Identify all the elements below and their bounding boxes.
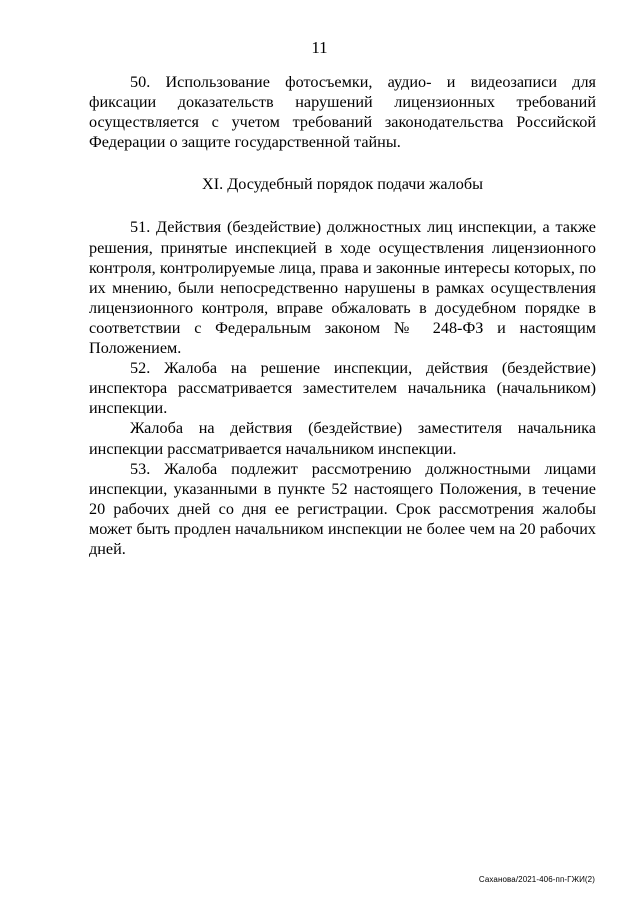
- section-heading: XI. Досудебный порядок подачи жалобы: [202, 175, 483, 194]
- paragraph-50: 50. Использование фотосъемки, аудио- и видеозаписи для фиксации доказательств нарушений лицензионных требований осуществляется с учетом требований законодательства Российской Федерации о защите государственной тайны.: [89, 73, 596, 152]
- page-number: 11: [311, 38, 328, 57]
- paragraph-53: 53. Жалоба подлежит рассмотрению должностными лицами инспекции, указанными в пункте 52 настоящего Положения, в течение 20 рабочих дней со дня ее регистрации. Срок рассмотрения жалобы может быть продлен начальником инспекции не более чем на 20 рабочих дней.: [89, 459, 596, 558]
- document-body: [89, 72, 596, 559]
- document-footer-code: Саханова/2021-406-пп-ГЖИ(2): [478, 875, 595, 884]
- paragraph-51: 51. Действия (бездействие) должностных лиц инспекции, а также решения, принятые инспекцией в ходе осуществления лицензионного контроля, контролируемые лица, права и законные интересы которых, по их мнению, были непосредственно нарушены в рамках осуществления лицензионного контроля, вправе обжаловать в досудебном порядке в соответствии с Федеральным законом № 248-ФЗ и настоящим Положением.: [89, 218, 596, 358]
- paragraph-52: 52. Жалоба на решение инспекции, действия (бездействие) инспектора рассматривается заместителем начальника (начальником) инспекции.: [89, 359, 596, 418]
- paragraph-52-continued: Жалоба на действия (бездействие) заместителя начальника инспекции рассматривается начальником инспекции.: [89, 419, 596, 458]
